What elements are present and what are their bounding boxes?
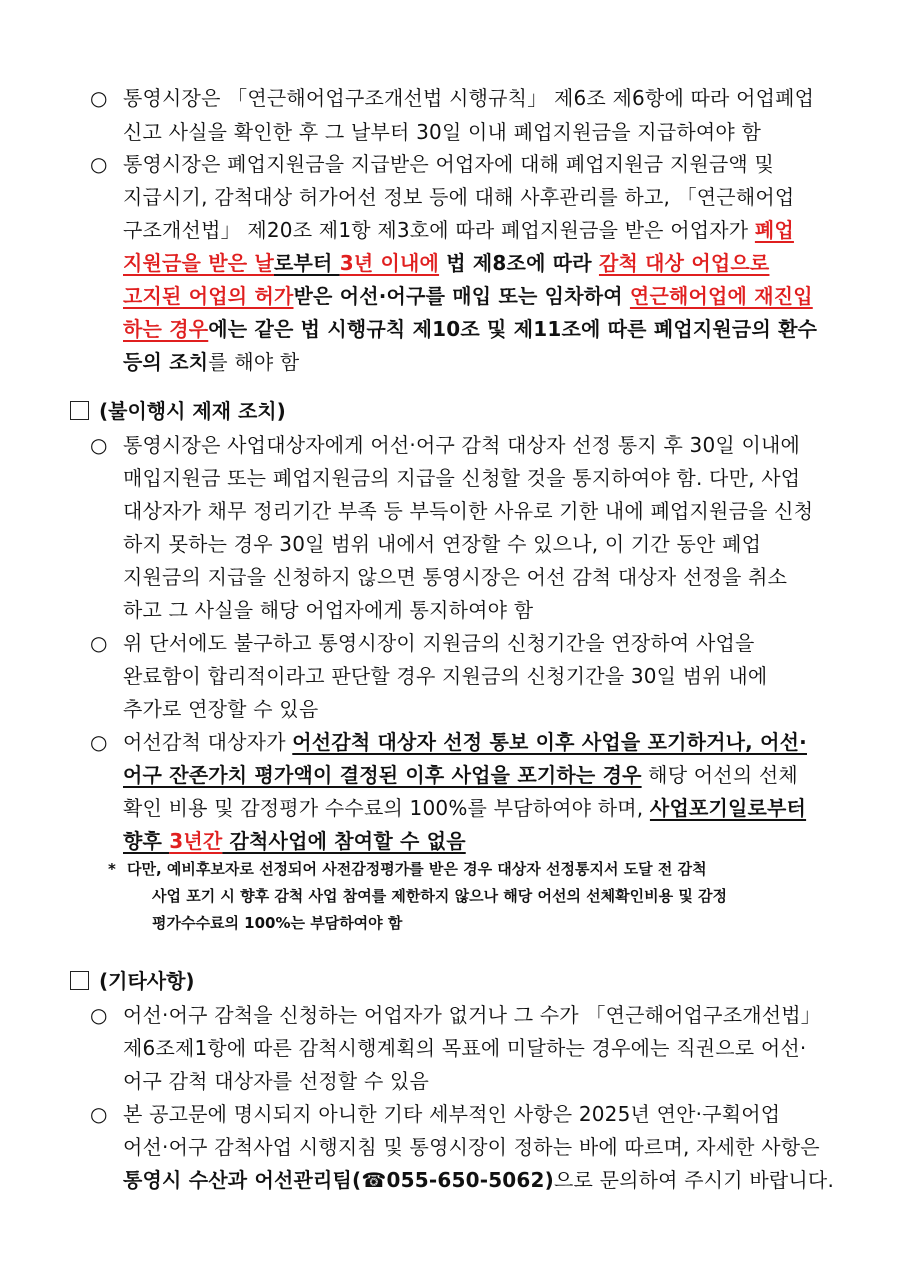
emphasis: 어구 잔존가치 평가액이 결정된 이후 사업을 포기하는 경우: [123, 763, 642, 787]
heading-text: (기타사항): [99, 969, 195, 993]
text-line: 지원금의 지급을 신청하지 않으면 통영시장은 어선 감척 대상자 선정을 취소: [123, 565, 788, 589]
text-line: [123, 827, 466, 855]
text-line: 통영시장은 사업대상자에게 어선·어구 감척 대상자 선정 통지 후 30일 이내에: [123, 433, 801, 457]
text-line: [123, 1166, 834, 1194]
emphasis: 어선감척 대상자 선정 통보 이후 사업을 포기하거나, 어선·: [292, 730, 807, 754]
emphasis-red: 폐업: [754, 218, 794, 242]
text-line: 어구 감척 대상자를 선정할 수 있음: [123, 1069, 430, 1093]
text-run: 해당 어선의 선체: [641, 763, 798, 787]
text-line: [123, 249, 769, 277]
emphasis-red: 감척 대상 어업으로: [598, 251, 770, 275]
bullet-icon: ○: [90, 1003, 108, 1027]
emphasis-red: 지원금을 받은 날: [123, 251, 274, 275]
text-line: 대상자가 채무 정리기간 부족 등 부득이한 사유로 기한 내에 폐업지원금을 신청: [123, 499, 814, 523]
note-line: 사업 포기 시 향후 감척 사업 참여를 제한하지 않으나 해당 어선의 선체확인비용 및 감정: [152, 887, 728, 905]
section-heading: [70, 967, 195, 995]
text-line: 본 공고문에 명시되지 아니한 기타 세부적인 사항은 2025년 연안·구획어업: [123, 1102, 781, 1126]
checkbox-square-icon: [70, 971, 89, 990]
text-run: 구조개선법」 제20조 제1항 제3호에 따라 폐업지원금을 받은 어업자가: [123, 218, 755, 242]
emphasis-red: 3년간: [169, 829, 223, 853]
text-line: 추가로 연장할 수 있음: [123, 697, 319, 721]
text-run: 어선감척 대상자가: [123, 730, 293, 754]
emphasis: 사업포기일로부터: [649, 796, 807, 820]
text-line: 매입지원금 또는 폐업지원금의 지급을 신청할 것을 통지하여야 함. 다만, 사업: [123, 466, 801, 490]
note-mark: *: [108, 860, 116, 878]
emphasis: 로부터: [273, 251, 340, 275]
text-run: 으로 문의하여 주시기 바랍니다.: [554, 1168, 835, 1192]
emphasis: 받은 어선·어구를 매입 또는 임차하여: [293, 284, 630, 308]
emphasis: 등의 조치: [123, 350, 209, 374]
note-line: 다만, 예비후보자로 선정되어 사전감정평가를 받은 경우 대상자 선정통지서 도달 전 감척: [127, 860, 707, 878]
checkbox-square-icon: [70, 401, 89, 420]
text-run: 를 해야 함: [208, 350, 300, 374]
text-run: 확인 비용 및 감정평가 수수료의 100%를 부담하여야 하며,: [123, 796, 650, 820]
section-heading: [70, 397, 286, 425]
bullet-icon: ○: [90, 730, 108, 754]
bullet-icon: ○: [90, 433, 108, 457]
text-line: [123, 761, 798, 789]
text-line: [123, 794, 806, 822]
contact-info: 통영시 수산과 어선관리팀(☎055-650-5062): [123, 1168, 555, 1192]
text-line: 하고 그 사실을 해당 어업자에게 통지하여야 함: [123, 598, 534, 622]
text-line: 신고 사실을 확인한 후 그 날부터 30일 이내 폐업지원금을 지급하여야 함: [123, 120, 761, 144]
text-line: 지급시기, 감척대상 허가어선 정보 등에 대해 사후관리를 하고, 「연근해어업: [123, 185, 795, 209]
text-line: [123, 728, 807, 756]
emphasis: 법 제8조에 따라: [439, 251, 599, 275]
emphasis-red: 하는 경우: [123, 317, 209, 341]
text-line: 제6조제1항에 따른 감척시행계획의 목표에 미달하는 경우에는 직권으로 어선·: [123, 1036, 807, 1060]
text-line: 어선·어구 감척을 신청하는 어업자가 없거나 그 수가 「연근해어업구조개선법」: [123, 1003, 821, 1027]
bullet-icon: ○: [90, 1102, 108, 1126]
text-line: 위 단서에도 불구하고 통영시장이 지원금의 신청기간을 연장하여 사업을: [123, 631, 755, 655]
emphasis: 에는 같은 법 시행규칙 제10조 및 제11조에 따른 폐업지원금의 환수: [208, 317, 818, 341]
emphasis-red: 3년 이내에: [339, 251, 440, 275]
bullet-icon: ○: [90, 86, 108, 110]
emphasis: 향후: [123, 829, 170, 853]
heading-text: (불이행시 제재 조치): [99, 399, 286, 423]
text-line: [123, 348, 299, 376]
text-line: [123, 216, 794, 244]
text-line: 하지 못하는 경우 30일 범위 내에서 연장할 수 있으나, 이 기간 동안 폐업: [123, 532, 762, 556]
bullet-icon: ○: [90, 631, 108, 655]
bullet-icon: ○: [90, 152, 108, 176]
emphasis-red: 연근해어업에 재진입: [629, 284, 813, 308]
text-line: 완료함이 합리적이라고 판단할 경우 지원금의 신청기간을 30일 범위 내에: [123, 664, 768, 688]
text-line: [123, 282, 813, 310]
text-line: 통영시장은 폐업지원금을 지급받은 어업자에 대해 폐업지원금 지원금액 및: [123, 152, 775, 176]
text-line: [123, 315, 817, 343]
text-line: 어선·어구 감척사업 시행지침 및 통영시장이 정하는 바에 따르며, 자세한 사항은: [123, 1135, 820, 1159]
emphasis: 감척사업에 참여할 수 없음: [222, 829, 466, 853]
emphasis-red: 고지된 어업의 허가: [123, 284, 294, 308]
note-line: 평가수수료의 100%는 부담하여야 함: [152, 914, 403, 932]
text-line: 통영시장은 「연근해어업구조개선법 시행규칙」 제6조 제6항에 따라 어업폐업: [123, 86, 815, 110]
